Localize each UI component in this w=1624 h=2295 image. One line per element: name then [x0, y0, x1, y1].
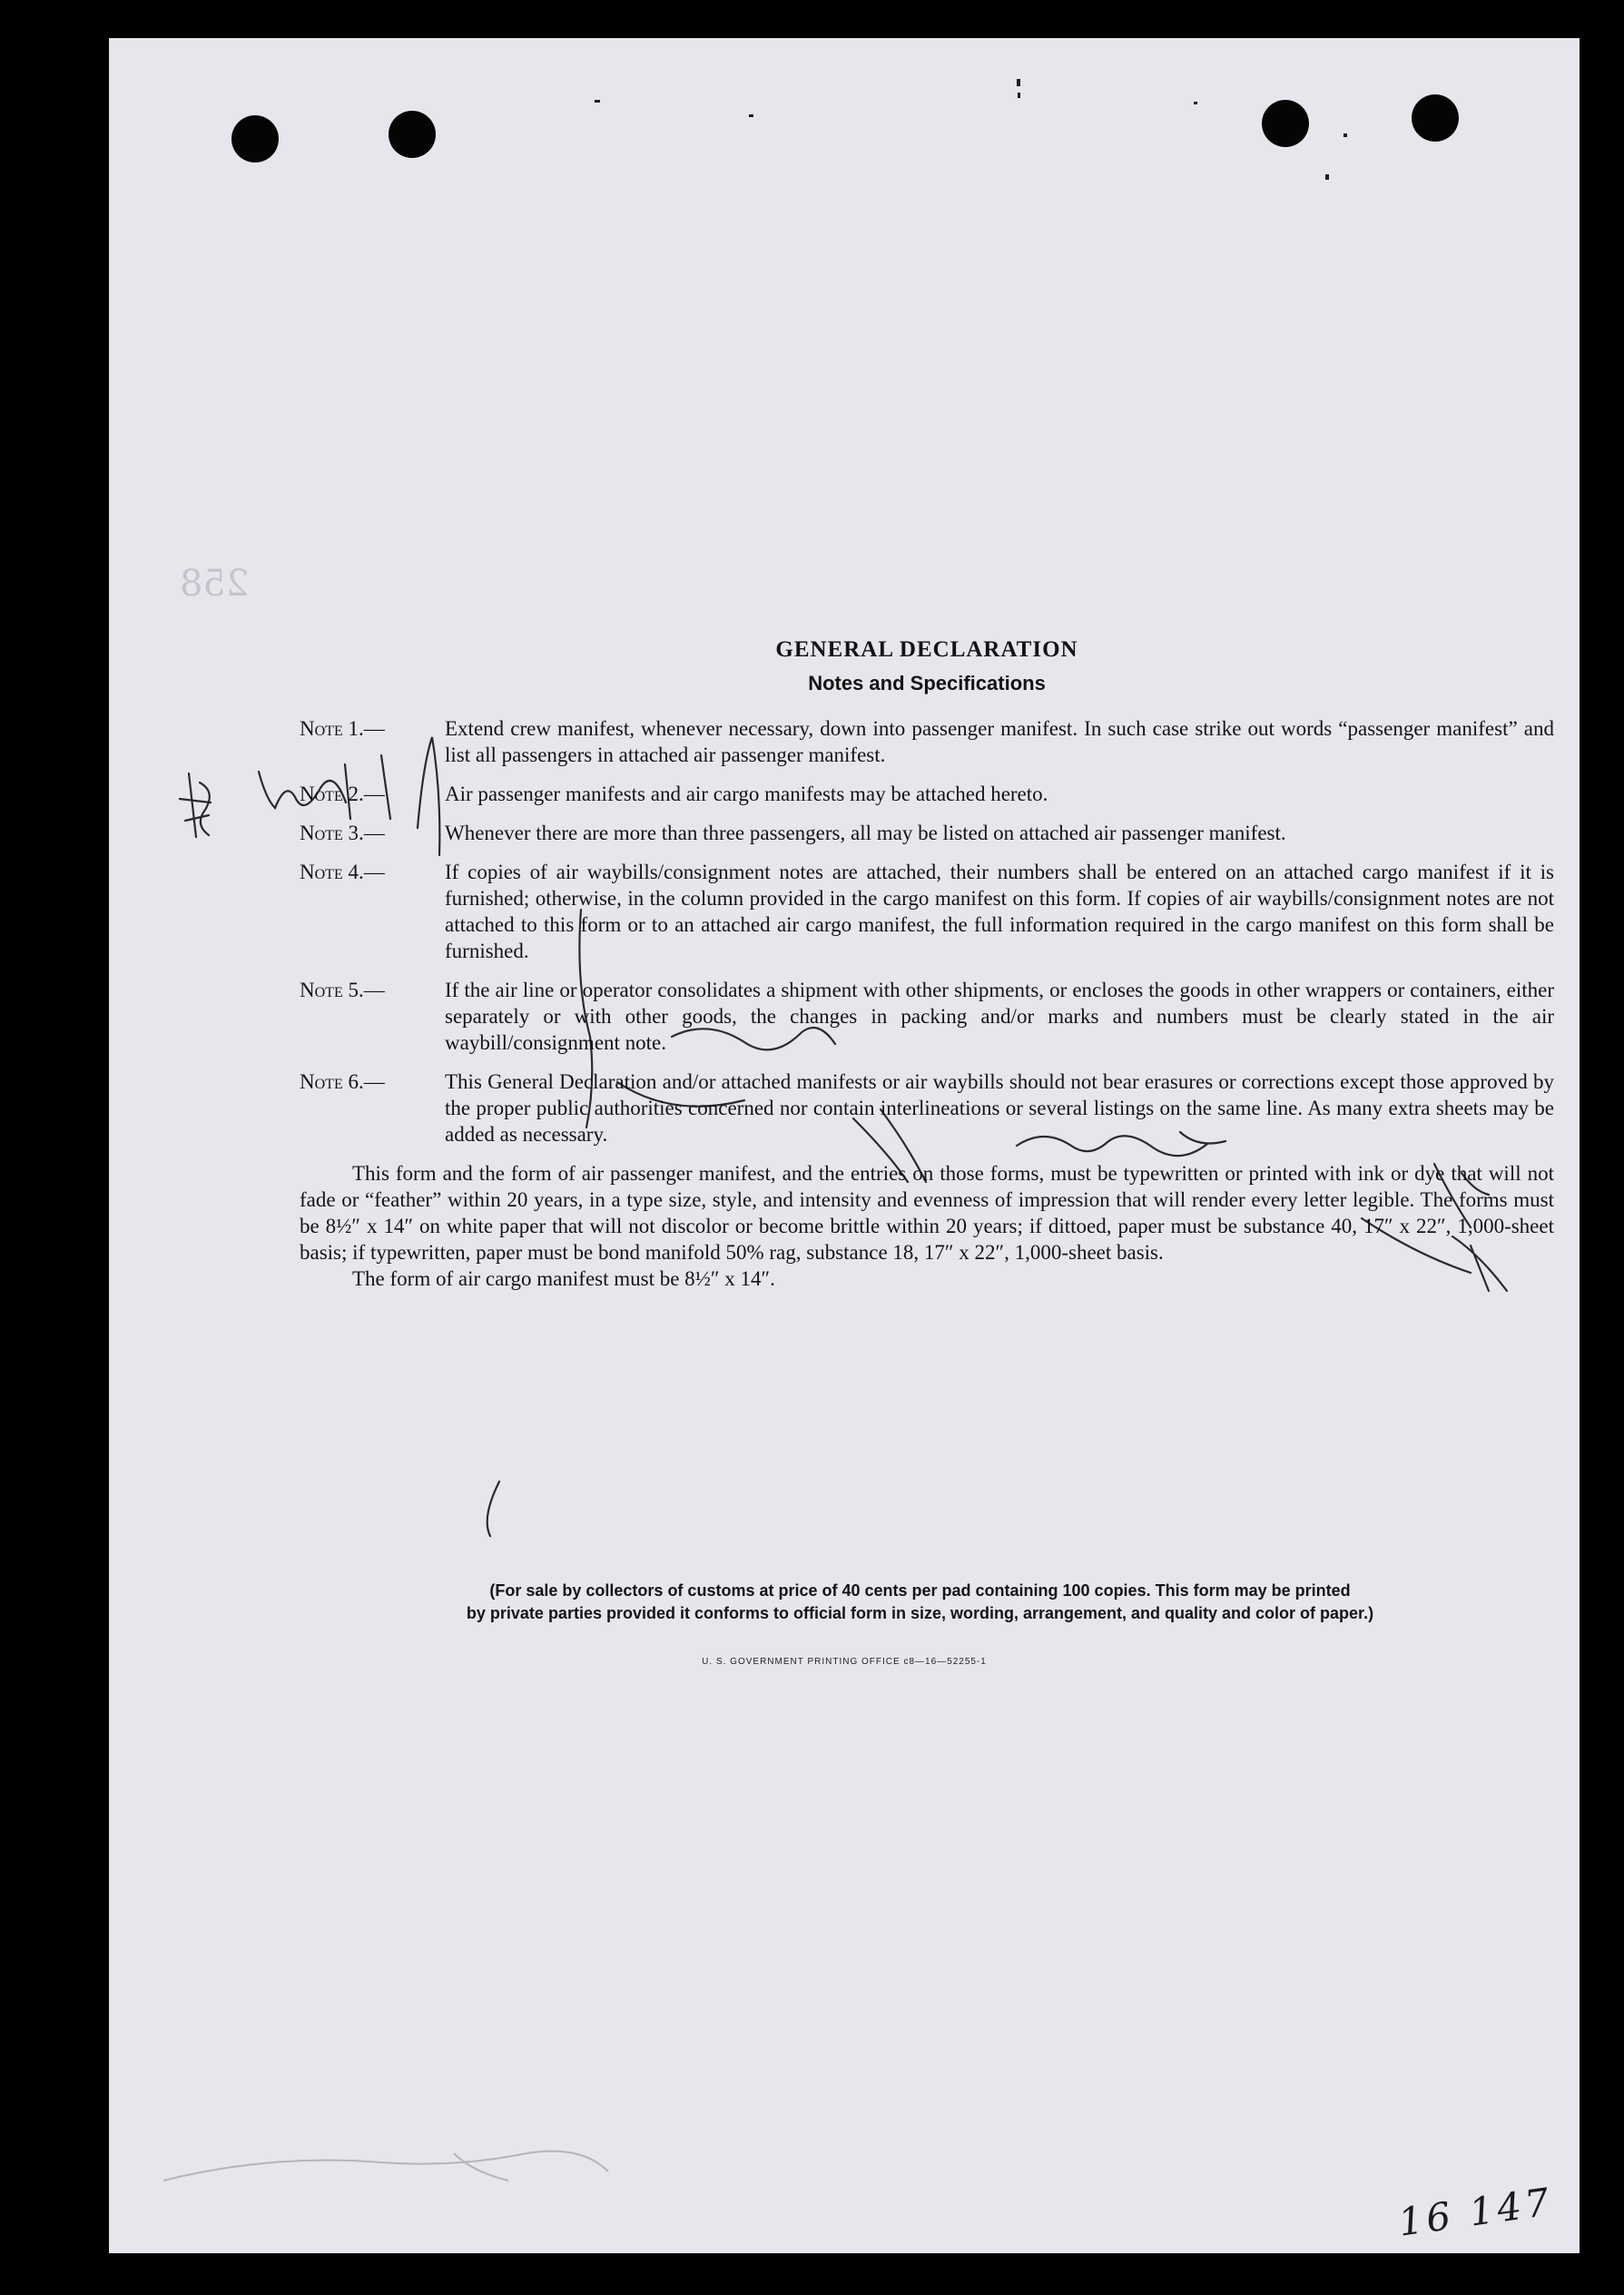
cargo-manifest-size-line: The form of air cargo manifest must be 8½″ x 14″. — [352, 1267, 775, 1290]
sale-notice-line: (For sale by collectors of customs at price of 40 cents per pad containing 100 copies. This form may be printed — [489, 1581, 1351, 1600]
sale-notice — [286, 1580, 1554, 1625]
specification-paragraph: This form and the form of air passenger manifest, and the entries on those forms, must be typewritten or printed with ink or dye that will not fade or “feather” within 20 years, in a type size, style, and intensity and evenness of impression that will render every letter legible. The forms must be 8½″ x 14″ on white paper that will not discolor or become brittle within 20 years; if dittoed, paper must be substance 40, 17″ x 22″, 1,000-sheet basis; if typewritten, paper must be bond manifold 50% rag, substance 18, 17″ x 22″, 1,000-sheet basis. — [300, 1162, 1554, 1264]
note-label: Note 1.— — [300, 717, 385, 740]
note-label: Note 5.— — [300, 979, 385, 1001]
handwritten-folio-number: 16 147 — [1395, 2179, 1556, 2245]
page-title: GENERAL DECLARATION — [775, 637, 1078, 662]
note-2 — [300, 781, 1554, 807]
page-subtitle: Notes and Specifications — [808, 672, 1046, 694]
note-text: Air passenger manifests and air cargo manifests may be attached hereto. — [445, 783, 1048, 805]
note-text: Whenever there are more than three passengers, all may be listed on attached air passenger manifest. — [445, 822, 1286, 844]
sale-notice-line: by private parties provided it conforms to official form in size, wording, arrangement, and quality and color of paper.) — [466, 1604, 1374, 1622]
note-5 — [300, 977, 1554, 1056]
note-1 — [300, 715, 1554, 768]
note-text: If copies of air waybills/consignment notes are attached, their numbers shall be entered on an attached cargo manifest if it is furnished; otherwise, in the column provided in the cargo manifest on this form. If copies of air waybills/consignment notes are not attached to this form or to an attached air cargo manifest, the full information required in the cargo manifest on this form shall be furnished. — [445, 861, 1554, 962]
general-declaration-section — [300, 637, 1554, 1292]
printing-office-imprint: U. S. GOVERNMENT PRINTING OFFICE c8—16—52255-1 — [702, 1657, 987, 1667]
note-label: Note 4.— — [300, 861, 385, 883]
note-label: Note 2.— — [300, 783, 385, 805]
bleed-through-number: 258 — [180, 563, 250, 605]
note-label: Note 3.— — [300, 822, 385, 844]
note-label: Note 6.— — [300, 1070, 385, 1093]
note-3 — [300, 820, 1554, 846]
note-text: If the air line or operator consolidates a shipment with other shipments, or encloses the goods in other wrappers or containers, either separately or with other goods, the changes in packing and/or marks and numbers must be clearly stated in the air waybill/consignment note. — [445, 979, 1554, 1054]
document-page — [109, 38, 1580, 2253]
note-text: This General Declaration and/or attached manifests or air waybills should not bear erasures or corrections except those approved by the proper public authorities concerned nor contain interlineations or several listings on the same line. As many extra sheets may be added as necessary. — [445, 1070, 1554, 1146]
note-6 — [300, 1069, 1554, 1148]
note-text: Extend crew manifest, whenever necessary, down into passenger manifest. In such case strike out words “passenger manifest” and list all passengers in attached air passenger manifest. — [445, 717, 1554, 766]
note-4 — [300, 859, 1554, 964]
